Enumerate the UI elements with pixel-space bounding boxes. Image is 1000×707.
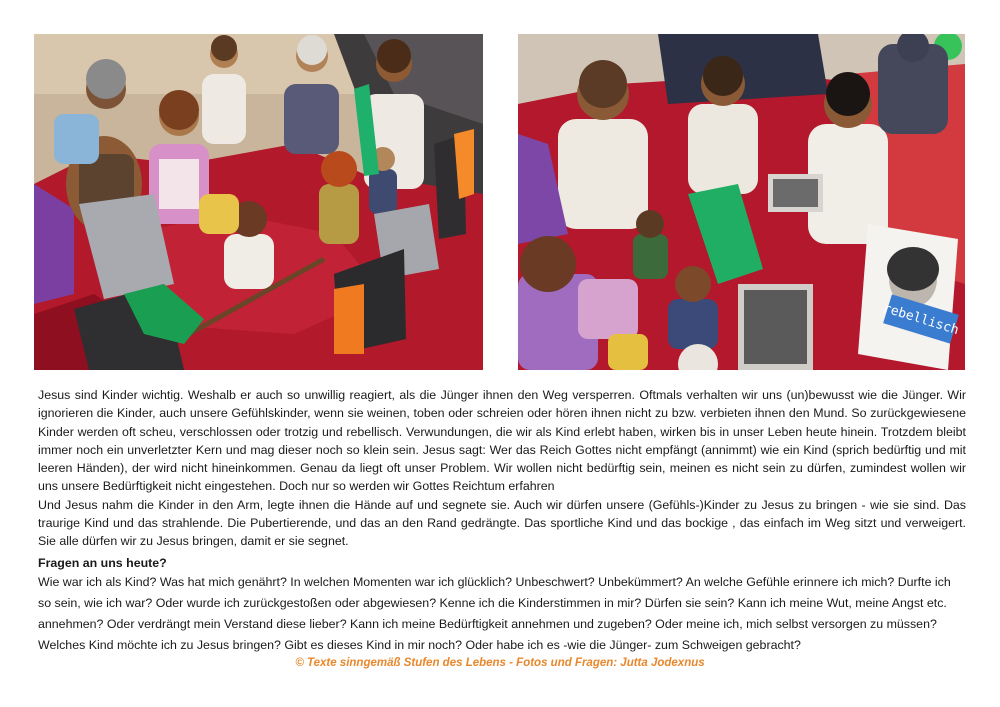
footer-credit: © Texte sinngemäß Stufen des Lebens - Fotos und Fragen: Jutta Jodexnus [295, 657, 705, 669]
rebellisch-sign-label: rebellisch [881, 300, 961, 338]
paragraph-part-2: Und Jesus nahm die Kinder in den Arm, legte ihnen die Hände auf und segnete sie. Auch wir dürfen unsere (Gefühls-)Kinder zu Jesus zu bringen - wie sie sind. Das traurige Kind und das strahlende. Die Pubertierende, und das an den Rand gedrängte. Das sportliche Kind und das bockige , das einfach im Weg sitzt und verweigert. Sie alle dürfen wir zu Jesus bringen, damit er sie segnet. [38, 497, 966, 549]
left-photo-illustration [34, 34, 483, 370]
photo-left [34, 34, 483, 370]
paragraph-part-1: Jesus sind Kinder wichtig. Weshalb er auch so unwillig reagiert, als die Jünger ihnen den Weg versperren. Oftmals verhalten wir uns (un)bewusst wie die Jünger. Wir ignorieren die Kinder, auch unsere Gefühlskinder, wenn sie weinen, toben oder schreien oder hören ihnen nicht zu bzw. verbieten ihnen den Mund. So zurückgewiesene Kinder werden oft scheu, verschlossen oder trotzig und rebellisch. Verwundungen, die wir als Kind erlebt haben, wirken bis in unser Leben heute hinein. Trotzdem bleibt immer noch ein unverletzter Kern und mag dieser noch so klein sein. Jesus sagt: Wer das Reich Gottes nicht empfängt (annimmt) wie ein Kind (sprich bedürftig und mit leeren Händen), der wird nicht hineinkommen. Genau da liegt oft unser Problem. Wir wollen nicht bedürftig sein, meinen es nicht sein zu dürfen, zumindest wollen wir uns unsere Bedürftigkeit nicht eingestehen. Doch nur so werden wir Gottes Reichtum erfahren [38, 388, 966, 494]
questions-heading: Fragen an uns heute? [38, 556, 167, 570]
main-paragraph [38, 386, 966, 551]
questions-text: Wie war ich als Kind? Was hat mich genährt? In welchen Momenten war ich glücklich? Unbeschwert? Unbekümmert? An welche Gefühle erinnere ich mich? Durfte ich so sein, wie ich war? Oder wurde ich zurückgestoßen oder abgewiesen? Kenne ich die Kinderstimmen in mir? Dürfen sie sein? Kann ich meine Wut, meine Angst etc. annehmen? Oder verdrängt mein Verstand diese lieber? Kann ich meine Bedürftigkeit annehmen und zugeben? Oder meine ich, mich selbst versorgen zu müssen? Welches Kind möchte ich zu Jesus bringen? Gibt es dieses Kind in mir noch? Oder habe ich es -wie die Jünger- zum Schweigen gebracht? [38, 575, 951, 652]
photo-right [518, 34, 965, 370]
